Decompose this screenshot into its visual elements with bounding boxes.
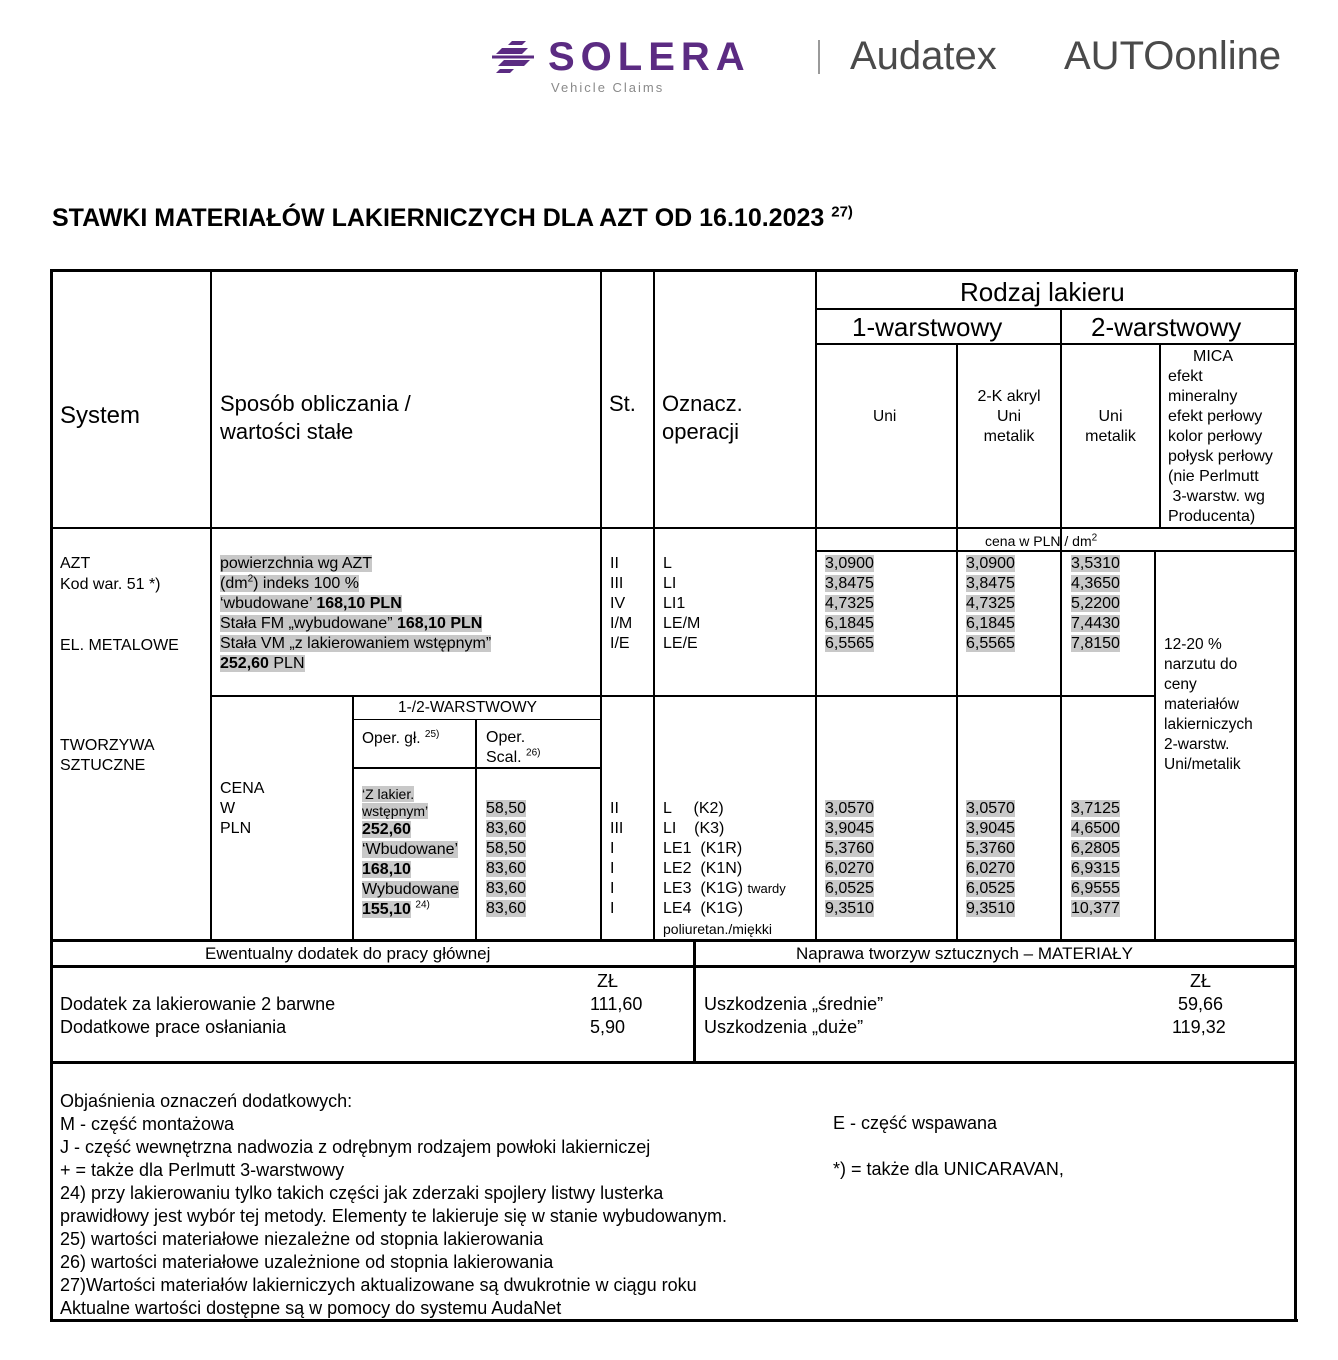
- azt-c2-cell-value: 3,0900: [966, 555, 1015, 572]
- notes-line: Aktualne wartości dostępne są w pomocy do systemu AudaNet: [60, 1298, 562, 1318]
- plastic-scal-cell: [486, 799, 526, 819]
- azt-method-line: [220, 574, 491, 594]
- plastic-c2-col: [966, 799, 1015, 919]
- plastic-scal-cell-value: 83,60: [486, 900, 527, 917]
- plastic-c1-col: [825, 799, 874, 919]
- azt-st: IV: [610, 595, 626, 612]
- notes-line: prawidłowy jest wybór tej metody. Elementy te lakieruje się w stanie wybudowanym.: [60, 1206, 727, 1226]
- extras-left-label: Dodatek za lakierowanie 2 barwne: [60, 994, 336, 1014]
- head-c4-line: (nie Perlmutt: [1168, 468, 1259, 485]
- azt-c3-cell-value: 4,3650: [1071, 575, 1120, 592]
- plastic-oper-gl-text: Oper. gł.: [362, 730, 421, 747]
- plastic-op: LE4 (K1G): [663, 900, 744, 917]
- plastic-scal-cell: [486, 839, 526, 859]
- plastic-c1-cell: [825, 879, 874, 899]
- table-border-left: [50, 269, 53, 1322]
- header-divider: [50, 527, 1296, 529]
- azt-method: [220, 554, 491, 674]
- plastic-cena: [220, 779, 264, 839]
- extras-left-head: Ewentualny dodatek do pracy głównej: [205, 944, 491, 963]
- azt-c1-cell-value: 3,8475: [825, 575, 874, 592]
- head-c4: [1168, 347, 1273, 527]
- divider-c3-head: [1159, 345, 1161, 529]
- notes-right-star: *) = także dla UNICARAVAN,: [833, 1159, 1064, 1179]
- notes-right-e: E - część wspawana: [833, 1113, 998, 1133]
- head-c4-line: mineralny: [1168, 388, 1238, 405]
- azt-c3-cell: [1071, 634, 1120, 654]
- mica-note-line: materiałów: [1164, 696, 1239, 713]
- plastic-c2-cell-value: 3,0570: [966, 800, 1015, 817]
- azt-op: L: [663, 555, 672, 572]
- plastic-scal-col: [486, 799, 526, 919]
- azt-st: III: [610, 575, 624, 592]
- extras-left-value: 5,90: [590, 1017, 626, 1037]
- plastic-c2-cell-value: 3,9045: [966, 820, 1015, 837]
- head-c4-line: połysk perłowy: [1168, 448, 1273, 465]
- plastic-c1-cell-value: 9,3510: [825, 900, 874, 917]
- divider-extras-mid: [693, 941, 696, 1063]
- divider-st: [653, 271, 655, 941]
- divider-system: [210, 271, 212, 941]
- plastic-st-col: [610, 799, 623, 919]
- notes-line: J - część wewnętrzna nadwozia z odrębnym rodzajem powłoki lakierniczej: [60, 1137, 651, 1157]
- azt-c3-cell-value: 5,2200: [1071, 595, 1120, 612]
- plastic-op-text: LE3 (K1G): [663, 880, 744, 897]
- azt-c3-cell-value: 7,8150: [1071, 635, 1120, 652]
- azt-c1-cell-value: 4,7325: [825, 595, 874, 612]
- plastic-c3-cell-value: 6,9555: [1071, 880, 1120, 897]
- plastic-c3-cell-value: 6,9315: [1071, 860, 1120, 877]
- plastic-gl-line: [362, 840, 459, 860]
- azt-c1-cell: [825, 554, 874, 574]
- azt-ops-col: [663, 554, 700, 654]
- head-one-layer: 1-warstwowy: [852, 312, 1003, 342]
- plastic-c3-cell: [1071, 799, 1120, 819]
- azt-method-line: [220, 594, 491, 614]
- azt-method-bold: 168,10 PLN: [396, 615, 483, 632]
- azt-c2-cell-value: 6,5565: [966, 635, 1015, 652]
- azt-c1-cell: [825, 574, 874, 594]
- azt-method-sup: 2: [247, 573, 254, 585]
- azt-c1-cell: [825, 634, 874, 654]
- azt-method-text: (dm: [220, 575, 248, 592]
- azt-method-text: ) indeks 100 %: [253, 575, 359, 592]
- divider-ops: [815, 271, 817, 941]
- divider-c3-body: [1154, 551, 1156, 941]
- plastic-c1-cell: [825, 799, 874, 819]
- azt-c2-cell-value: 3,8475: [966, 575, 1015, 592]
- plastic-oper-scal: [486, 728, 540, 768]
- plastic-c2-cell-value: 9,3510: [966, 900, 1015, 917]
- solera-brand: SOLERA: [548, 35, 751, 79]
- azt-c2-cell: [966, 554, 1015, 574]
- plastic-c2-cell-value: 5,3760: [966, 840, 1015, 857]
- plastic-scal-cell-value: 83,60: [486, 860, 527, 877]
- plastic-scal-cell: [486, 879, 526, 899]
- azt-c3-cell-value: 7,4430: [1071, 615, 1120, 632]
- mica-note: [1164, 635, 1253, 775]
- plastic-st: I: [610, 900, 615, 917]
- mica-note-line: 12-20 %: [1164, 636, 1222, 653]
- azt-c1-cell-value: 3,0900: [825, 555, 874, 572]
- extras-right-currency: ZŁ: [1190, 971, 1212, 991]
- plastic-gl-text: wstępnym’: [362, 803, 429, 819]
- notes-left: [60, 1090, 727, 1320]
- plastic-c2-cell-value: 6,0525: [966, 880, 1015, 897]
- azt-c3-col: [1071, 554, 1120, 654]
- plastic-c1-cell: [825, 859, 874, 879]
- plastic-cena-line: CENA: [220, 780, 265, 797]
- azt-c1-col: [825, 554, 874, 654]
- divider-cena: [352, 696, 354, 941]
- divider-main-bottom: [50, 939, 1296, 942]
- table-border-top: [50, 269, 1298, 272]
- divider-method: [600, 271, 602, 941]
- azt-c2-cell-value: 6,1845: [966, 615, 1015, 632]
- azt-st: I/M: [610, 615, 633, 632]
- head-c2: [958, 387, 1060, 447]
- azt-method-line: [220, 554, 491, 574]
- head-c4-line: efekt perłowy: [1168, 408, 1263, 425]
- azt-st-col: [610, 554, 632, 654]
- plastic-st: II: [610, 800, 619, 817]
- head-c3-line: metalik: [1085, 428, 1136, 445]
- price-unit: [985, 532, 1097, 550]
- solera-tagline: Vehicle Claims: [551, 80, 665, 95]
- plastic-gl-sup: 24): [415, 899, 430, 911]
- azt-method-text: PLN: [268, 655, 305, 672]
- plastic-oper-scal-text: Oper.: [486, 729, 526, 746]
- azt-st: II: [610, 555, 619, 572]
- plastic-cena-line: PLN: [220, 820, 252, 837]
- divider-extras-bottom: [50, 1061, 1296, 1064]
- page-title: [52, 202, 853, 234]
- notes-line: + = także dla Perlmutt 3-warstwowy: [60, 1160, 345, 1180]
- azt-c2-cell: [966, 614, 1015, 634]
- azt-op: LI1: [663, 595, 686, 612]
- plastic-st: III: [610, 820, 624, 837]
- page-title-text: STAWKI MATERIAŁÓW LAKIERNICZYCH DLA AZT OD 16.10.2023: [52, 204, 825, 232]
- azt-method-text: Stała FM „wybudowane”: [220, 615, 397, 632]
- price-unit-sup: 2: [1091, 532, 1098, 544]
- notes-line: 25) wartości materiałowe niezależne od stopnia lakierowania: [60, 1229, 544, 1249]
- plastic-c3-cell-value: 6,2805: [1071, 840, 1120, 857]
- azt-method-bold: 168,10 PLN: [316, 595, 402, 612]
- divider-oper-head: [352, 767, 601, 769]
- system-sztuczne: SZTUCZNE: [60, 757, 146, 774]
- audatex-brand: Audatex: [850, 34, 997, 78]
- plastic-c3-cell: [1071, 859, 1120, 879]
- plastic-st: I: [610, 880, 615, 897]
- azt-c1-cell: [825, 614, 874, 634]
- system-tworzywa: TWORZYWA: [60, 737, 155, 754]
- divider-extras-head: [50, 965, 1296, 968]
- azt-c3-cell-value: 3,5310: [1071, 555, 1120, 572]
- head-c2-line: metalik: [983, 428, 1035, 445]
- plastic-c1-cell-value: 3,0570: [825, 800, 874, 817]
- head-method-2: wartości stałe: [220, 419, 354, 444]
- plastic-c2-cell: [966, 859, 1015, 879]
- azt-c1-cell-value: 6,1845: [825, 615, 874, 632]
- plastic-c1-cell-value: 6,0270: [825, 860, 874, 877]
- divider-layer: [815, 343, 1296, 345]
- plastic-op-small: twardy: [747, 881, 786, 896]
- divider-price-unit: [815, 550, 1296, 552]
- plastic-scal-cell: [486, 859, 526, 879]
- azt-c1-cell: [825, 594, 874, 614]
- azt-op: LE/M: [663, 615, 701, 632]
- plastic-op: poliuretan./miękki: [663, 921, 772, 937]
- plastic-gl-line: [362, 860, 459, 880]
- azt-method-text: ‘wbudowane’: [220, 595, 317, 612]
- plastic-op: LE2 (K1N): [663, 860, 743, 877]
- plastic-c1-cell-value: 5,3760: [825, 840, 874, 857]
- plastic-c3-cell: [1071, 879, 1120, 899]
- plastic-op: [663, 879, 786, 899]
- solera-logo-icon: [488, 38, 538, 76]
- plastic-ops-col: [663, 799, 786, 939]
- plastic-subhead: 1-/2-WARSTWOWY: [398, 699, 537, 716]
- system-metal: EL. METALOWE: [60, 637, 179, 654]
- azt-op: LI: [663, 575, 677, 592]
- notes-line: Objaśnienia oznaczeń dodatkowych:: [60, 1091, 353, 1111]
- plastic-op: LE1 (K1R): [663, 840, 743, 857]
- plastic-c2-cell-value: 6,0270: [966, 860, 1015, 877]
- azt-c2-cell: [966, 594, 1015, 614]
- plastic-gl-text: 168,10: [362, 861, 411, 878]
- plastic-st: I: [610, 860, 615, 877]
- azt-method-line: [220, 654, 491, 674]
- head-paint-type: Rodzaj lakieru: [960, 277, 1125, 307]
- extras-right-value: 119,32: [1172, 1017, 1226, 1037]
- head-c2-line: 2-K akryl: [977, 388, 1041, 405]
- extras-left-currency: ZŁ: [597, 971, 619, 991]
- head-c3-line: Uni: [1098, 408, 1123, 425]
- plastic-gl-line: [362, 880, 459, 900]
- plastic-c1-cell-value: 3,9045: [825, 820, 874, 837]
- divider-c2: [1060, 310, 1062, 941]
- plastic-gl-line: [362, 820, 459, 840]
- plastic-gl-line: [362, 803, 459, 820]
- azt-c3-cell: [1071, 614, 1120, 634]
- mica-note-line: narzutu do: [1164, 656, 1238, 673]
- plastic-c3-cell: [1071, 899, 1120, 919]
- plastic-c2-cell: [966, 899, 1015, 919]
- plastic-scal-cell: [486, 819, 526, 839]
- divider-subhead: [352, 719, 601, 720]
- notes-line: 26) wartości materiałowe uzależnione od stopnia lakierowania: [60, 1252, 554, 1272]
- head-c4-line: MICA: [1193, 348, 1233, 365]
- notes-line: 24) przy lakierowaniu tylko takich części jak zderzaki spojlery listwy lusterka: [60, 1183, 664, 1203]
- mica-note-line: lakierniczych: [1164, 716, 1253, 733]
- plastic-oper-gl: [362, 729, 439, 749]
- extras-right-label: Uszkodzenia „średnie”: [704, 994, 884, 1014]
- extras-right-value: 59,66: [1178, 994, 1224, 1014]
- plastic-oper-gl-sup: 25): [424, 728, 440, 740]
- plastic-c3-cell-value: 3,7125: [1071, 800, 1120, 817]
- plastic-gl-line: [362, 786, 459, 803]
- plastic-oper-scal-sup: 26): [526, 747, 541, 759]
- plastic-oper-scal-text: Scal.: [486, 749, 522, 766]
- azt-method-text: powierzchnia wg AZT: [220, 555, 373, 572]
- plastic-c2-cell: [966, 819, 1015, 839]
- mica-note-line: ceny: [1164, 676, 1197, 693]
- azt-c3-cell: [1071, 554, 1120, 574]
- plastic-cena-line: W: [220, 800, 236, 817]
- plastic-c3-cell: [1071, 839, 1120, 859]
- azt-c2-cell: [966, 634, 1015, 654]
- extras-left-value: 111,60: [590, 994, 643, 1014]
- logo-divider: [818, 40, 820, 74]
- head-system: System: [60, 402, 141, 429]
- plastic-c3-cell-value: 10,377: [1071, 900, 1120, 917]
- head-c4-line: Producenta): [1168, 508, 1256, 525]
- plastic-c3-col: [1071, 799, 1120, 919]
- azt-c3-cell: [1071, 574, 1120, 594]
- plastic-c2-cell: [966, 799, 1015, 819]
- extras-right-label: Uszkodzenia „duże”: [704, 1017, 864, 1037]
- plastic-gl-text: ‘Z lakier.: [362, 786, 415, 802]
- notes-line: 27)Wartości materiałów lakierniczych aktualizowane są dwukrotnie w ciągu roku: [60, 1275, 697, 1295]
- plastic-c1-cell: [825, 899, 874, 919]
- azt-c3-cell: [1071, 594, 1120, 614]
- plastic-scal-cell-value: 58,50: [486, 800, 527, 817]
- azt-st: I/E: [610, 635, 630, 652]
- azt-method-text: Stała VM „z lakierowaniem wstępnym”: [220, 635, 492, 652]
- plastic-c2-cell: [966, 879, 1015, 899]
- head-op-2: operacji: [662, 419, 740, 444]
- azt-method-bold: 252,60: [220, 655, 269, 672]
- plastic-c1-cell: [825, 839, 874, 859]
- mica-note-line: 2-warstw.: [1164, 736, 1230, 753]
- plastic-gl-text: Wybudowane: [362, 881, 459, 898]
- page-title-sup: 27): [831, 203, 853, 221]
- azt-c2-cell: [966, 574, 1015, 594]
- plastic-scal-cell-value: 58,50: [486, 840, 527, 857]
- plastic-op: LI (K3): [663, 820, 725, 837]
- head-c3: [1062, 407, 1159, 447]
- divider-oper: [475, 720, 477, 941]
- plastic-gl-text: 155,10: [362, 901, 411, 918]
- azt-c1-cell-value: 6,5565: [825, 635, 874, 652]
- plastic-c2-cell: [966, 839, 1015, 859]
- autoonline-brand: AUTOonline: [1064, 34, 1282, 78]
- plastic-gl-text: ‘Wbudowane’: [362, 841, 459, 858]
- extras-right-head: Naprawa tworzyw sztucznych – MATERIAŁY: [796, 944, 1133, 963]
- system-azt: AZT: [60, 555, 91, 572]
- mica-note-line: Uni/metalik: [1164, 756, 1241, 773]
- plastic-oper-scal-line: [486, 748, 540, 768]
- plastic-op: L (K2): [663, 800, 724, 817]
- head-two-layer: 2-warstwowy: [1091, 312, 1242, 342]
- plastic-gl-text: 252,60: [362, 821, 411, 838]
- plastic-gl-line: [362, 900, 459, 920]
- system-kod: Kod war. 51 *): [60, 576, 161, 593]
- head-c1: Uni: [873, 408, 897, 425]
- head-c4-line: kolor perłowy: [1168, 428, 1263, 445]
- azt-op: LE/E: [663, 635, 698, 652]
- divider-paint-type: [815, 308, 1296, 310]
- plastic-scal-cell-value: 83,60: [486, 880, 527, 897]
- plastic-c3-cell-value: 4,6500: [1071, 820, 1120, 837]
- notes-line: M - część montażowa: [60, 1114, 235, 1134]
- plastic-c1-cell-value: 6,0525: [825, 880, 874, 897]
- plastic-scal-cell: [486, 899, 526, 919]
- plastic-c3-cell: [1071, 819, 1120, 839]
- extras-left-label: Dodatkowe prace osłaniania: [60, 1017, 287, 1037]
- head-op-1: Oznacz.: [662, 391, 743, 416]
- head-c2-line: Uni: [996, 408, 1021, 425]
- head-c4-line: efekt: [1168, 368, 1203, 385]
- table-border-right: [1294, 269, 1297, 1322]
- plastic-st: I: [610, 840, 615, 857]
- plastic-c1-cell: [825, 819, 874, 839]
- plastic-scal-cell-value: 83,60: [486, 820, 527, 837]
- head-c4-line: 3-warstw. wg: [1168, 488, 1265, 505]
- azt-c2-col: [966, 554, 1015, 654]
- azt-method-line: [220, 634, 491, 654]
- price-unit-text: cena w PLN / dm: [985, 533, 1092, 549]
- head-st: St.: [609, 391, 636, 416]
- head-method-1: Sposób obliczania /: [220, 391, 411, 416]
- plastic-gl-values: [362, 786, 459, 920]
- azt-c2-cell-value: 4,7325: [966, 595, 1015, 612]
- azt-method-line: [220, 614, 491, 634]
